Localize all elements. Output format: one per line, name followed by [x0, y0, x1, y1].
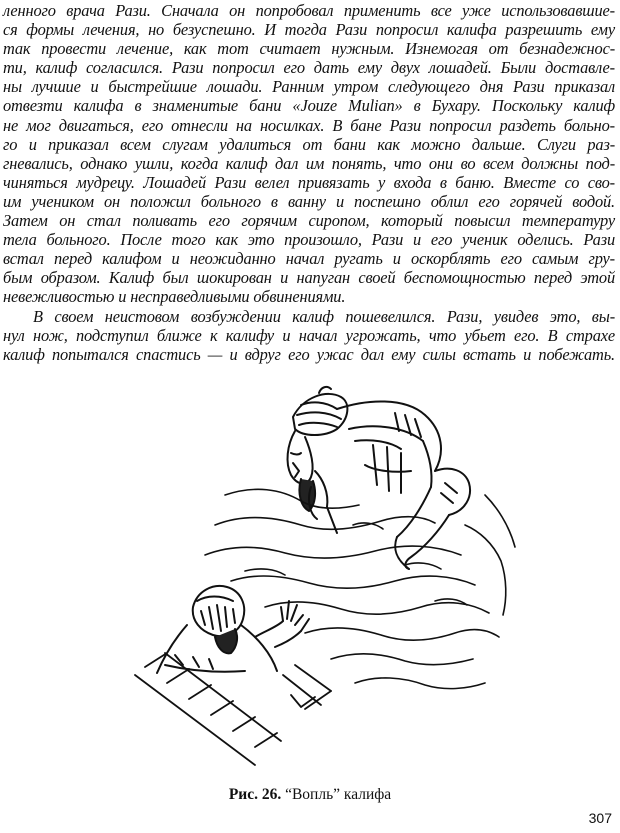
text-line: невежливостью и несправедливыми обвинениями.	[3, 287, 346, 307]
text-line: не мог двигаться, его отнесли на носилках. В бане Рази попросил раздеть больно-	[3, 115, 615, 135]
page-number: 307	[588, 810, 612, 826]
text-line: ны лучшие и быстрейшие лошади. Ранним утром следующего дня Рази приказал	[3, 77, 615, 97]
text-line: им учеником он положил больного в ванну и поспешно облил его горячей водой.	[3, 191, 615, 211]
figure-caption	[0, 786, 620, 804]
text-line: чиняться мудрецу. Лошадей Рази велел привязать у входа в баню. Вместе со сво-	[3, 172, 615, 192]
bath-edge-tiles	[135, 653, 331, 765]
caliph-figure	[157, 586, 309, 673]
text-line: ся формы лечения, но безуспешно. И тогда Рази попросил калифа разрешить ему	[3, 20, 615, 40]
text-line: отвезти калифа в знаменитые бани «Jouze Mulian» в Бухару. Поскольку калиф	[3, 96, 615, 116]
paragraph-1	[3, 1, 615, 307]
bath-scene-illustration	[105, 375, 525, 775]
figure-label: Рис. 26.	[228, 786, 282, 803]
text-line: Затем он стал поливать его горячим сиропом, который повысил температуру	[3, 211, 615, 231]
water-lines	[205, 489, 515, 688]
text-line: ленного врача Рази. Сначала он попробовал применить все уже использовавшие-	[3, 1, 615, 20]
text-line: В своем неистовом возбуждении калиф пошевелился. Рази, увидев это, вы-	[33, 306, 615, 326]
text-line: нул нож, подступил ближе к калифу и начал угрожать, что убьет его. В страхе	[3, 325, 615, 345]
paragraph-2	[3, 307, 615, 364]
text-line: го и приказал всем слугам удалиться от бани как можно дальше. Слуги раз-	[3, 134, 615, 154]
text-line: тела больного. После того как это произошло, Рази и его ученик оделись. Рази	[3, 230, 615, 250]
text-line: так провести лечение, как тот считает нужным. Изнемогая от безнадежнос-	[3, 39, 615, 59]
text-line: калиф попытался спастись — и вдруг его ужас дал ему силы встать и побежать.	[3, 344, 615, 364]
text-line: ти, калиф согласился. Рази попросил его дать ему двух лошадей. Были доставле-	[3, 58, 615, 78]
figure-title: “Вопль” калифа	[281, 786, 392, 803]
razi-figure	[288, 387, 471, 569]
text-line: бым образом. Калиф был шокирован и напуган своей беспомощностью перед этой	[3, 268, 615, 288]
body-text	[3, 1, 615, 364]
text-line: встал перед калифом и неожиданно начал ругать и оскорблять его самым гру-	[3, 249, 615, 269]
text-line: гневались, однако ушли, когда калиф дал им понять, что они во всем должны под-	[3, 153, 615, 173]
